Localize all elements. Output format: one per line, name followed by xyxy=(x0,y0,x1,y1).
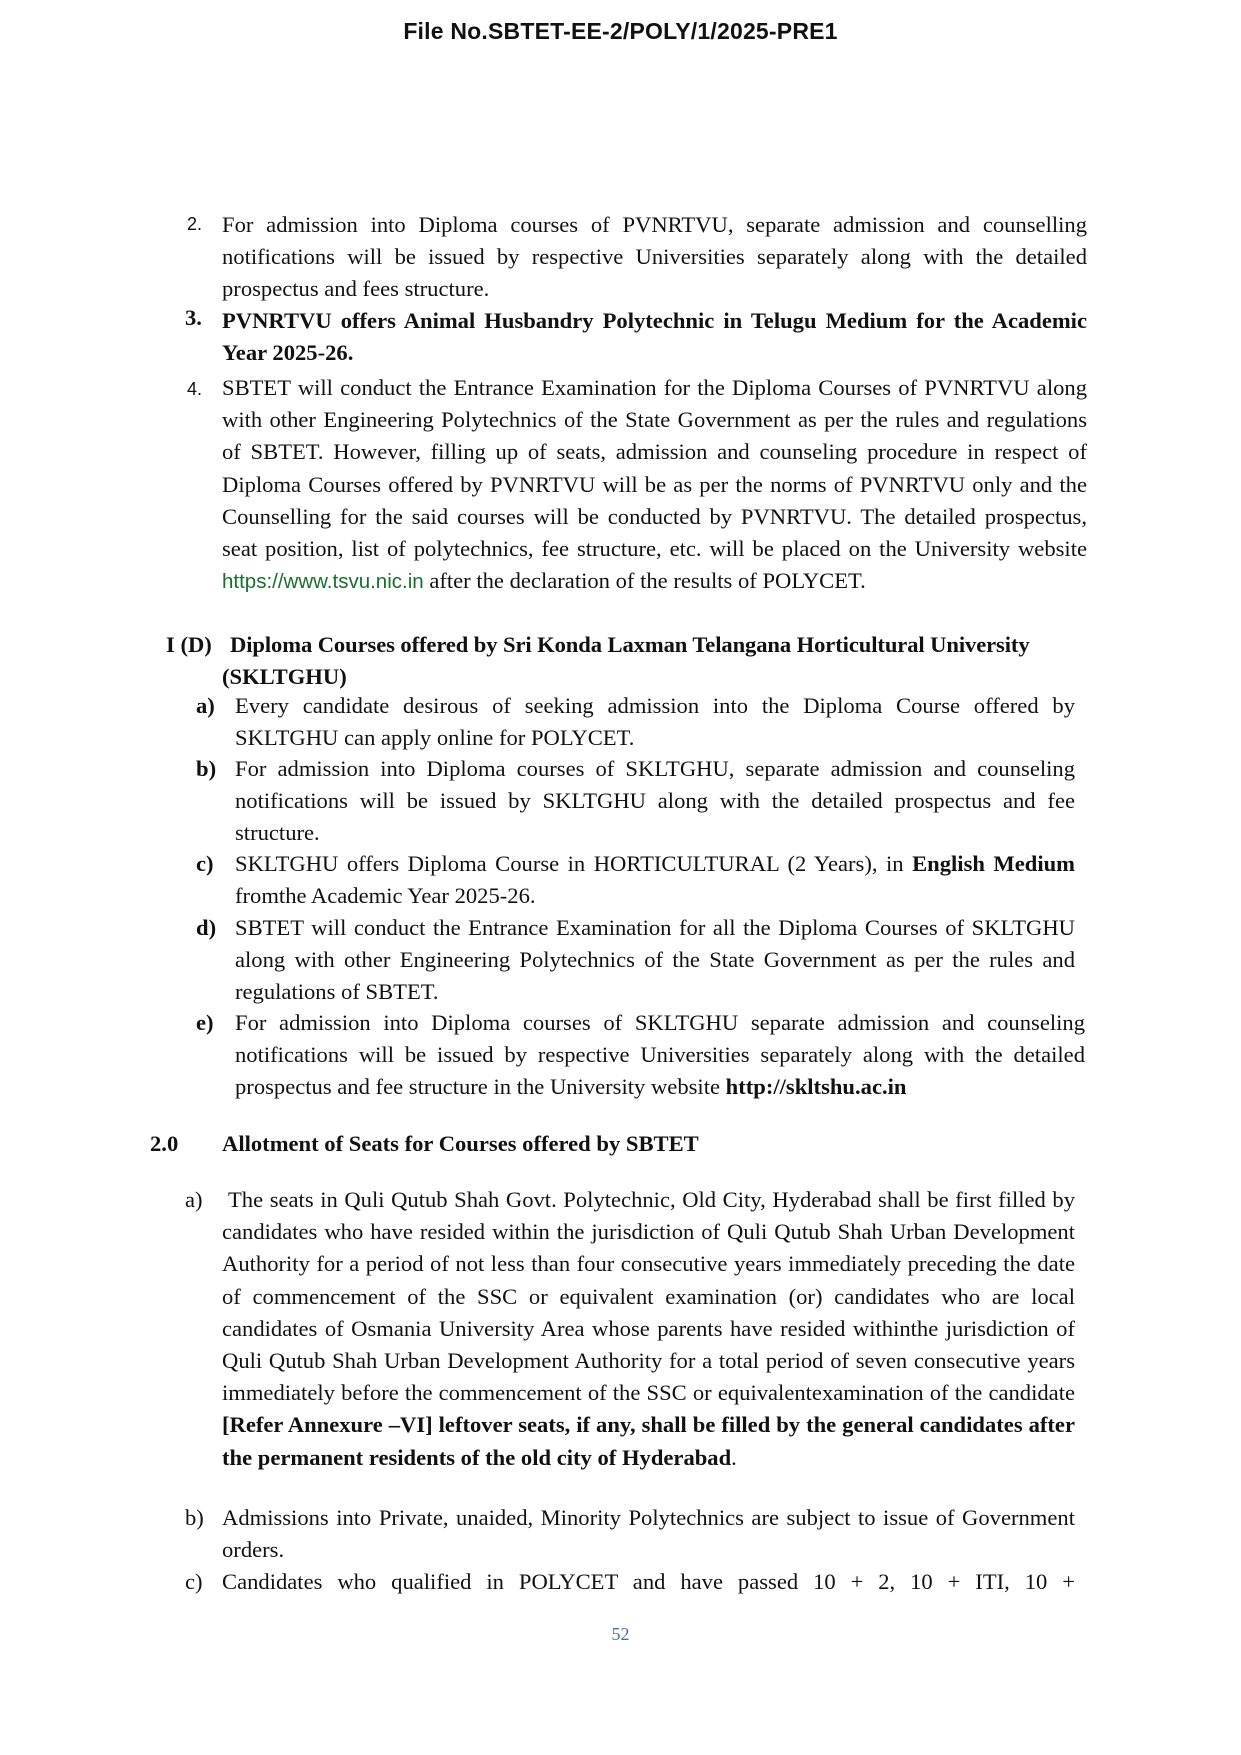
section-label: I (D) xyxy=(166,632,212,657)
section-title: Allotment of Seats for Courses offered by SBTET xyxy=(222,1131,699,1156)
list-item-text: Admissions into Private, unaided, Minority Polytechnics are subject to issue of Government orders. xyxy=(222,1505,1075,1563)
list-item-text: For admission into Diploma courses of SKLTGHU, separate admission and counseling notifications will be issued by SKLTGHU along with the detailed prospectus and fee structure. xyxy=(235,756,1075,846)
list-marker: a) xyxy=(185,1187,203,1212)
list-marker: b) xyxy=(196,756,217,781)
section-number: 2.0 xyxy=(150,1131,179,1156)
section-title-cont: (SKLTGHU) xyxy=(222,664,347,689)
list-item-text: Every candidate desirous of seeking admission into the Diploma Course offered by SKLTGHU can apply online for POLYCET. xyxy=(235,693,1075,751)
list-number: 3. xyxy=(185,305,202,330)
university-website-link[interactable]: http://skltshu.ac.in xyxy=(725,1074,907,1100)
list-item-text: PVNRTVU offers Animal Husbandry Polytechnic in Telugu Medium for the Academic Year 2025-26. xyxy=(222,308,1087,366)
university-website-link[interactable]: https://www.tsvu.nic.in xyxy=(222,570,424,594)
list-item-text: The seats in Quli Qutub Shah Govt. Polytechnic, Old City, Hyderabad shall be first filled by candidates who have resided within the jurisdiction of Quli Qutub Shah Urban Development Authority for a period of not less than four consecutive years immediately preceding the date of commencement of the SSC or equivalent examination (or) candidates who are local candidates of Osmania University Area whose parents have resided withinthe jurisdiction of Quli Qutub Shah Urban Development Authority for a total period of seven consecutive years immediately before the commencement of the SSC or equivalentexamination of the candidate [Refer Annexure –VI] leftover seats, if any, shall be filled by the general candidates after the permanent residents of the old city of Hyderabad. xyxy=(222,1187,1075,1470)
list-item-text: SBTET will conduct the Entrance Examination for the Diploma Courses of PVNRTVU along with other Engineering Polytechnics of the State Government as per the rules and regulations of SBTET. However, filling up of seats, admission and counseling procedure in respect of Diploma Courses offered by PVNRTVU will be as per the norms of PVNRTVU only and the Counselling for the said courses will be conducted by PVNRTVU. The detailed prospectus, seat position, list of polytechnics, fee structure, etc. will be placed on the University website https://www.tsvu.nic.in after the declaration of the results of POLYCET. xyxy=(222,375,1087,594)
list-marker: e) xyxy=(196,1010,214,1035)
list-marker: c) xyxy=(196,851,214,876)
list-item-text: SBTET will conduct the Entrance Examination for all the Diploma Courses of SKLTGHU along with other Engineering Polytechnics of the State Government as per the rules and regulations of SBTET. xyxy=(235,915,1075,1005)
section-title: Diploma Courses offered by Sri Konda Laxman Telangana Horticultural University xyxy=(230,632,1030,657)
list-item-text: For admission into Diploma courses of PVNRTVU, separate admission and counselling notifications will be issued by respective Universities separately along with the detailed prospectus and fees structure. xyxy=(222,212,1087,302)
list-item-text: SKLTGHU offers Diploma Course in HORTICULTURAL (2 Years), in English Medium fromthe Academic Year 2025-26. xyxy=(235,851,1076,909)
list-marker: a) xyxy=(196,693,215,718)
list-marker: c) xyxy=(185,1569,203,1594)
list-number: 2. xyxy=(187,214,203,234)
list-marker: d) xyxy=(196,915,217,940)
list-item-text: For admission into Diploma courses of SKLTGHU separate admission and counseling notifications will be issued by respective Universities separately along with the detailed prospectus and fee structure in the University website http://skltshu.ac.in xyxy=(235,1010,1085,1100)
page-number: 52 xyxy=(611,1624,630,1644)
list-marker: b) xyxy=(185,1505,204,1530)
file-number-header: File No.SBTET-EE-2/POLY/1/2025-PRE1 xyxy=(403,18,838,44)
list-number: 4. xyxy=(187,379,203,399)
list-item-text: Candidates who qualified in POLYCET and have passed 10 + 2, 10 + ITI, 10 + xyxy=(222,1569,1075,1594)
